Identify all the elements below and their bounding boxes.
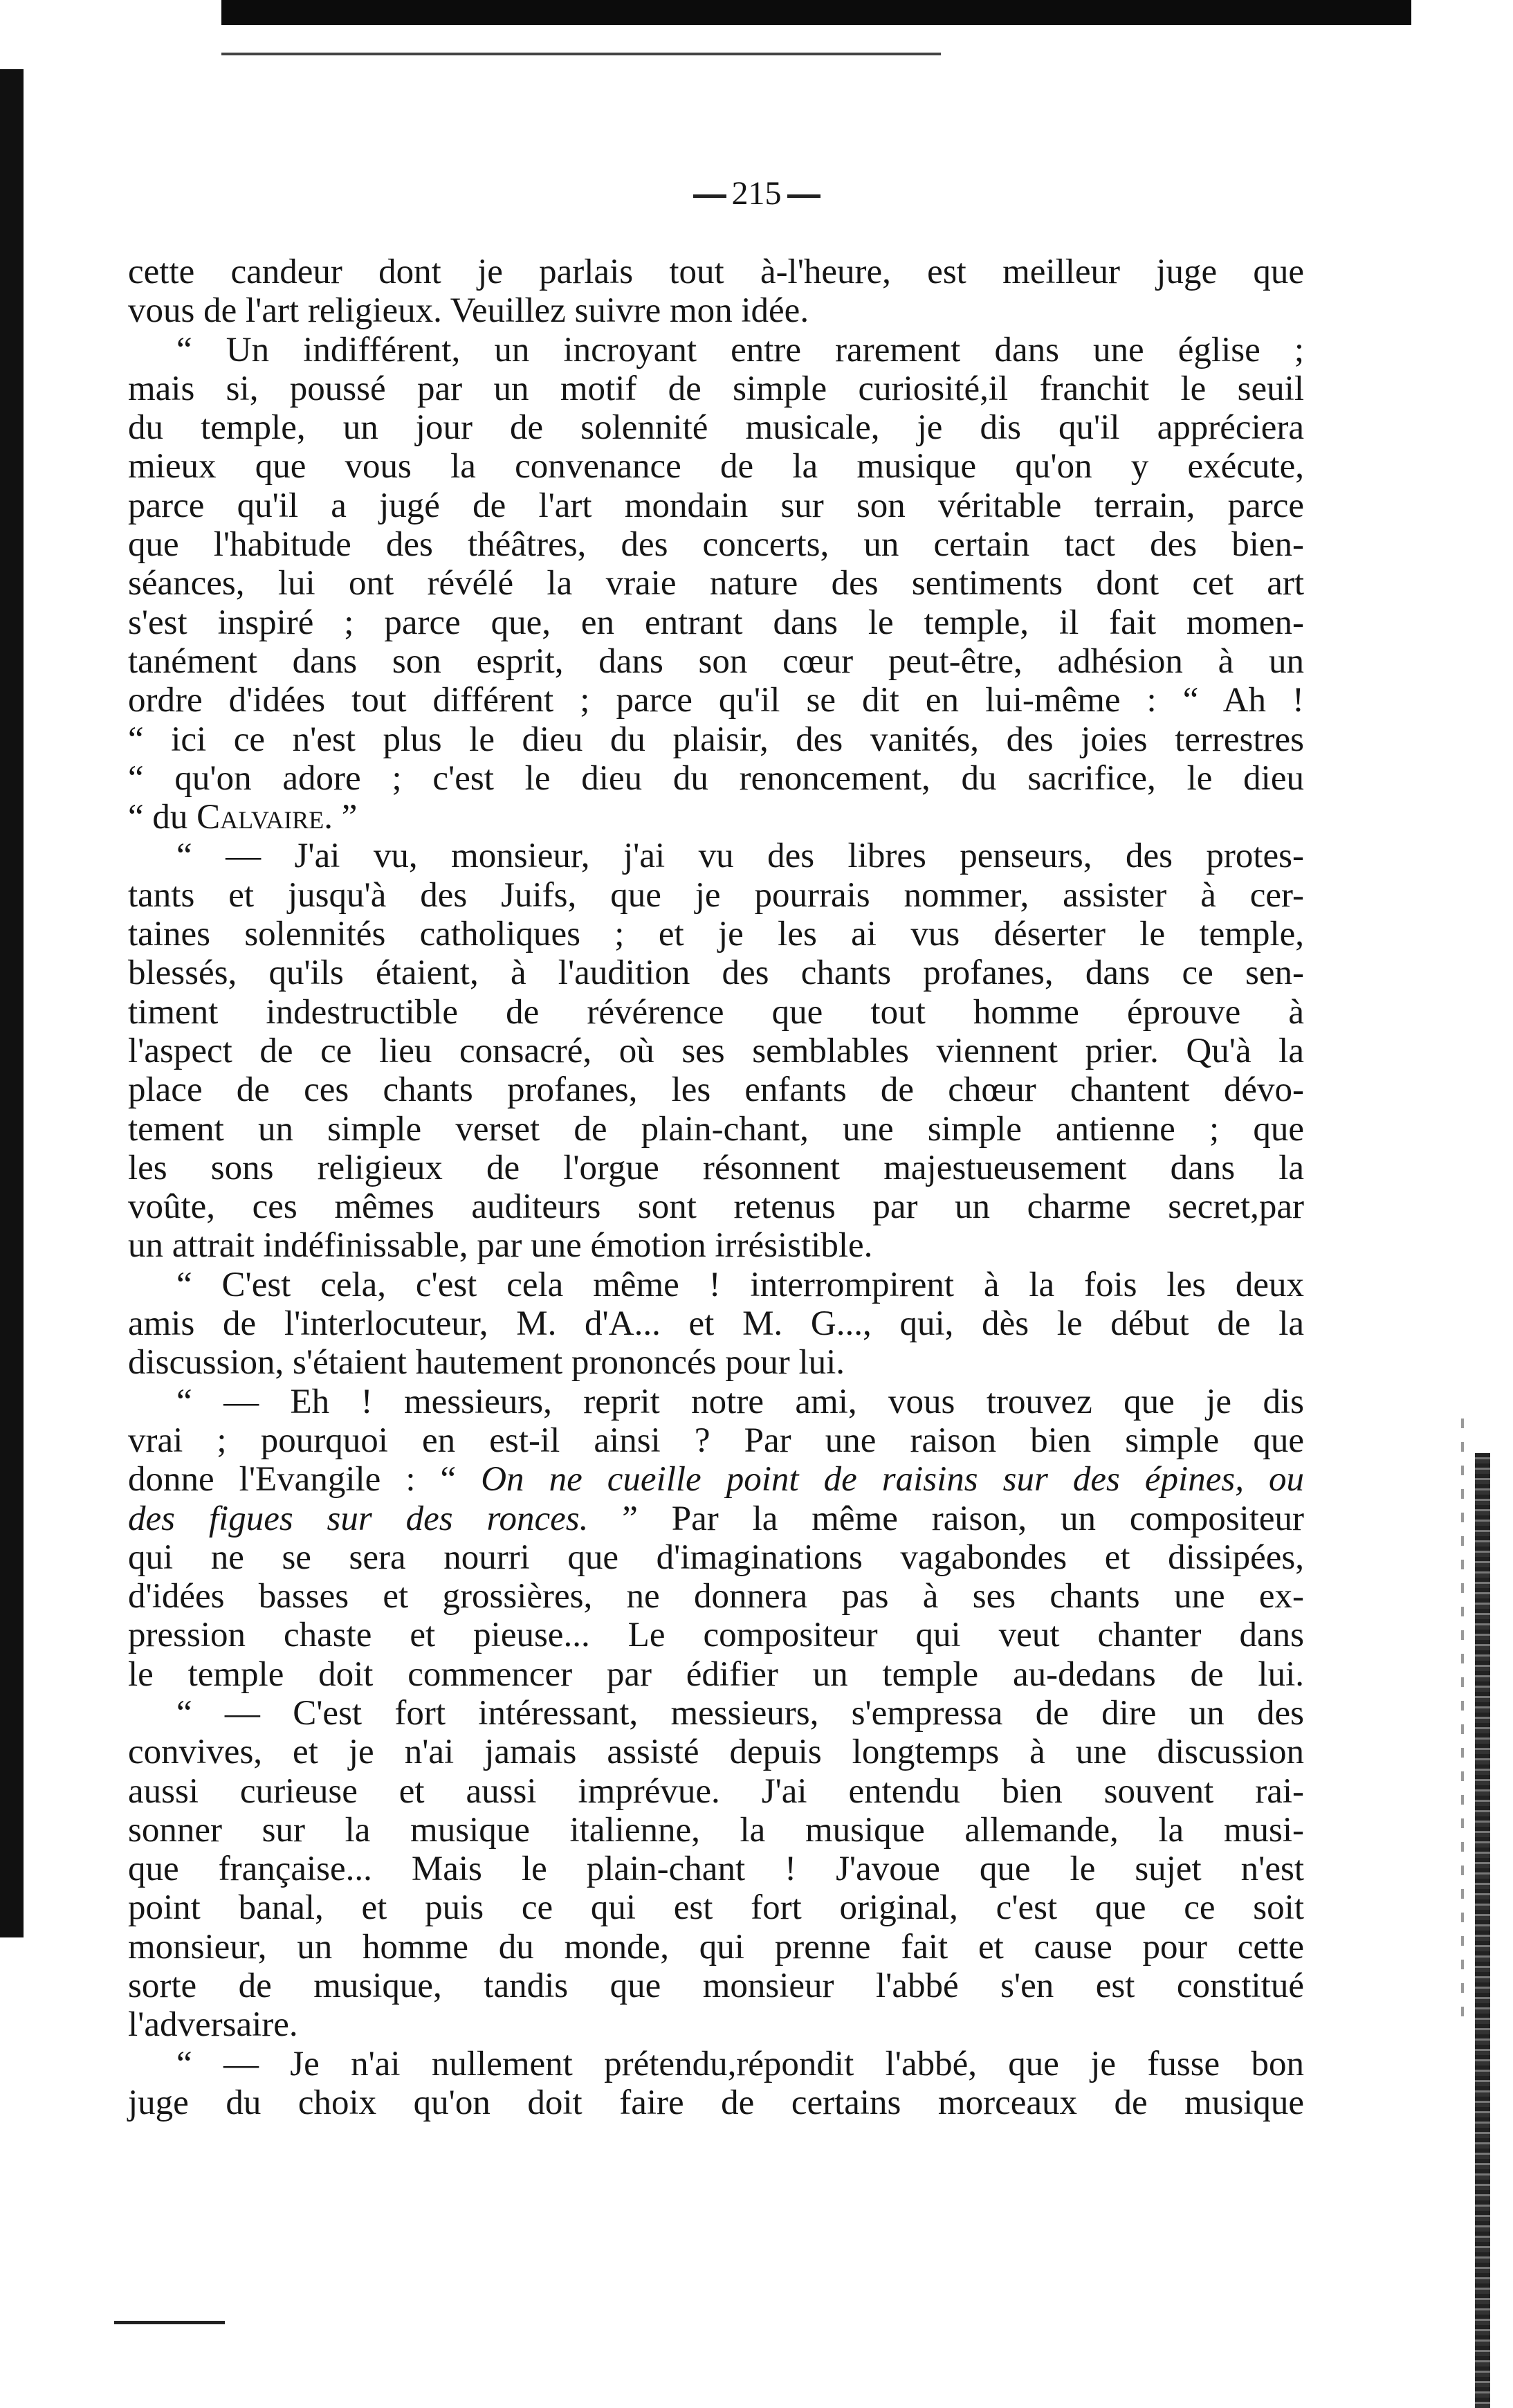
text-line-t: un attrait indéfinissable, par une émotion irrésistible. bbox=[128, 1226, 873, 1266]
text-line-t: “ — J'ai vu, monsieur, j'ai vu des libres penseurs, des protes- bbox=[176, 837, 1304, 876]
page-number-dash-right bbox=[787, 194, 820, 198]
text-line-t: timent indestructible de révérence que tout homme éprouve à bbox=[128, 992, 1304, 1032]
text-line bbox=[128, 720, 1304, 759]
text-line bbox=[128, 1383, 1304, 1421]
text-line bbox=[128, 291, 1304, 330]
text-line bbox=[128, 1616, 1304, 1654]
text-line-t: “ qu'on adore ; c'est le dieu du renoncement, du sacrifice, le dieu bbox=[128, 758, 1304, 798]
text-line-t: juge du choix qu'on doit faire de certains morceaux de musique bbox=[128, 2083, 1304, 2122]
scan-right-edge bbox=[1475, 1453, 1490, 2408]
text-line-t: amis de l'interlocuteur, M. d'A... et M. G..., qui, dès le début de la bbox=[128, 1304, 1304, 1344]
text-line-t: monsieur, un homme du monde, qui prenne fait et cause pour cette bbox=[128, 1927, 1304, 1967]
text-line bbox=[128, 2083, 1304, 2122]
text-line-t: place de ces chants profanes, les enfants de chœur chantent dévo- bbox=[128, 1070, 1304, 1110]
text-line bbox=[128, 1811, 1304, 1850]
text-line bbox=[128, 1694, 1304, 1733]
text-line bbox=[128, 642, 1304, 681]
text-line-t: “ du bbox=[128, 798, 197, 837]
text-line bbox=[128, 2045, 1304, 2083]
text-line-t: pression chaste et pieuse... Le compositeur qui veut chanter dans bbox=[128, 1616, 1304, 1655]
text-line-t: voûte, ces mêmes auditeurs sont retenus par un charme secret,par bbox=[128, 1187, 1304, 1227]
scan-right-ticks bbox=[1461, 1419, 1464, 2027]
text-line-t: qui ne se sera nourri que d'imaginations vagabondes et dissipées, bbox=[128, 1538, 1304, 1577]
text-line bbox=[128, 993, 1304, 1032]
text-line-t: taines solennités catholiques ; et je les ai vus déserter le temple, bbox=[128, 915, 1304, 954]
text-line bbox=[128, 331, 1304, 370]
text-line bbox=[128, 447, 1304, 486]
page-body-text bbox=[128, 253, 1304, 2122]
text-line-t: séances, lui ont révélé la vraie nature des sentiments dont cet art bbox=[128, 564, 1304, 603]
text-line bbox=[128, 1266, 1304, 1304]
text-line bbox=[128, 954, 1304, 992]
text-line bbox=[128, 1343, 1304, 1382]
text-line bbox=[128, 2005, 1304, 2044]
text-line bbox=[128, 1538, 1304, 1577]
text-line-tail: . ” bbox=[324, 798, 358, 837]
text-line bbox=[128, 1577, 1304, 1616]
text-line bbox=[128, 681, 1304, 720]
text-line bbox=[128, 1304, 1304, 1343]
text-line bbox=[128, 876, 1304, 915]
text-line-t: cette candeur dont je parlais tout à-l'heure, est meilleur juge que bbox=[128, 253, 1304, 291]
text-line-t: mais si, poussé par un motif de simple curiosité,il franchit le seuil bbox=[128, 369, 1304, 408]
page-number-value: 215 bbox=[731, 175, 782, 212]
text-line bbox=[128, 837, 1304, 875]
text-line bbox=[128, 1149, 1304, 1187]
text-line bbox=[128, 564, 1304, 603]
text-line-t: convives, et je n'ai jamais assisté depuis longtemps à une discussion bbox=[128, 1733, 1304, 1772]
text-line-t: ordre d'idées tout différent ; parce qu'il se dit en lui-même : “ Ah ! bbox=[128, 681, 1304, 720]
text-line-t: tants et jusqu'à des Juifs, que je pourrais nommer, assister à cer- bbox=[128, 875, 1304, 915]
text-line bbox=[128, 1967, 1304, 2005]
text-line-t: discussion, s'étaient hautement prononcés pour lui. bbox=[128, 1343, 845, 1383]
text-line-t: du temple, un jour de solennité musicale, je dis qu'il appréciera bbox=[128, 408, 1304, 448]
text-line-t: blessés, qu'ils étaient, à l'audition des chants profanes, dans ce sen- bbox=[128, 954, 1304, 993]
text-line bbox=[128, 253, 1304, 291]
text-line-t: donne l'Evangile : “ bbox=[128, 1460, 482, 1499]
text-line-t: les sons religieux de l'orgue résonnent majestueusement dans la bbox=[128, 1148, 1304, 1187]
text-line-t: “ C'est cela, c'est cela même ! interrompirent à la fois les deux bbox=[176, 1265, 1304, 1304]
text-line bbox=[128, 1070, 1304, 1109]
text-line bbox=[128, 759, 1304, 798]
text-line bbox=[128, 1460, 1304, 1499]
text-line-t: “ — Je n'ai nullement prétendu,répondit l'abbé, que je fusse bon bbox=[176, 2044, 1304, 2083]
text-line bbox=[128, 1187, 1304, 1226]
text-line-t: d'idées basses et grossières, ne donnera pas à ses chants une ex- bbox=[128, 1577, 1304, 1616]
text-line bbox=[128, 1888, 1304, 1927]
scan-left-border bbox=[0, 69, 24, 1937]
text-line bbox=[128, 1928, 1304, 1967]
text-line bbox=[128, 1733, 1304, 1771]
page-number bbox=[0, 173, 1513, 215]
text-line bbox=[128, 1226, 1304, 1265]
scan-top-rule bbox=[221, 53, 941, 55]
page-number-dash-left bbox=[693, 194, 726, 198]
text-line-t: “ — C'est fort intéressant, messieurs, s'empressa de dire un des bbox=[176, 1693, 1304, 1733]
text-line-t: “ Un indifférent, un incroyant entre rarement dans une église ; bbox=[176, 330, 1304, 370]
text-line-t: “ — Eh ! messieurs, reprit notre ami, vous trouvez que je dis bbox=[176, 1382, 1304, 1421]
text-line-t: que l'habitude des théâtres, des concerts, un certain tact des bien- bbox=[128, 525, 1304, 565]
text-line-t: l'adversaire. bbox=[128, 2005, 298, 2045]
text-line-tail: ” Par la même raison, un compositeur bbox=[588, 1499, 1304, 1538]
text-line bbox=[128, 1110, 1304, 1149]
text-line-t: tement un simple verset de plain-chant, une simple antienne ; que bbox=[128, 1109, 1304, 1149]
text-line bbox=[128, 1850, 1304, 1888]
text-line-t: parce qu'il a jugé de l'art mondain sur son véritable terrain, parce bbox=[128, 486, 1304, 525]
text-line bbox=[128, 1421, 1304, 1460]
text-line-t: aussi curieuse et aussi imprévue. J'ai entendu bien souvent rai- bbox=[128, 1771, 1304, 1811]
text-line bbox=[128, 408, 1304, 447]
text-line-small-caps: Calvaire bbox=[196, 798, 324, 837]
text-line bbox=[128, 486, 1304, 525]
text-line-t: vrai ; pourquoi en est-il ainsi ? Par une raison bien simple que bbox=[128, 1421, 1304, 1460]
text-line-t: s'est inspiré ; parce que, en entrant dans le temple, il fait momen- bbox=[128, 603, 1304, 642]
text-line-t: le temple doit commencer par édifier un temple au-dedans de lui. bbox=[128, 1654, 1304, 1694]
text-line-t: tanément dans son esprit, dans son cœur peut-être, adhésion à un bbox=[128, 641, 1304, 681]
text-line bbox=[128, 798, 1304, 837]
text-line-t: sonner sur la musique italienne, la musique allemande, la musi- bbox=[128, 1810, 1304, 1850]
text-line-t: l'aspect de ce lieu consacré, où ses semblables viennent prier. Qu'à la bbox=[128, 1031, 1304, 1070]
text-line bbox=[128, 1772, 1304, 1811]
text-line-t: point banal, et puis ce qui est fort original, c'est que ce soit bbox=[128, 1888, 1304, 1928]
text-line-t: sorte de musique, tandis que monsieur l'abbé s'en est constitué bbox=[128, 1967, 1304, 2006]
text-line-t: que française... Mais le plain-chant ! J'avoue que le sujet n'est bbox=[128, 1850, 1304, 1889]
text-line bbox=[128, 915, 1304, 954]
scan-top-border bbox=[221, 0, 1411, 25]
text-line bbox=[128, 1655, 1304, 1694]
text-line bbox=[128, 1499, 1304, 1538]
text-line bbox=[128, 370, 1304, 408]
text-line bbox=[128, 603, 1304, 642]
text-line bbox=[128, 1032, 1304, 1070]
text-line-t: mieux que vous la convenance de la musique qu'on y exécute, bbox=[128, 447, 1304, 486]
scan-bottom-dash bbox=[114, 2321, 225, 2324]
text-line-t: vous de l'art religieux. Veuillez suivre mon idée. bbox=[128, 291, 809, 331]
text-line-italic: des figues sur des ronces. bbox=[128, 1499, 589, 1538]
text-line-italic: On ne cueille point de raisins sur des épines, ou bbox=[481, 1460, 1304, 1499]
text-line bbox=[128, 525, 1304, 564]
text-line-t: “ ici ce n'est plus le dieu du plaisir, des vanités, des joies terrestres bbox=[128, 720, 1304, 759]
